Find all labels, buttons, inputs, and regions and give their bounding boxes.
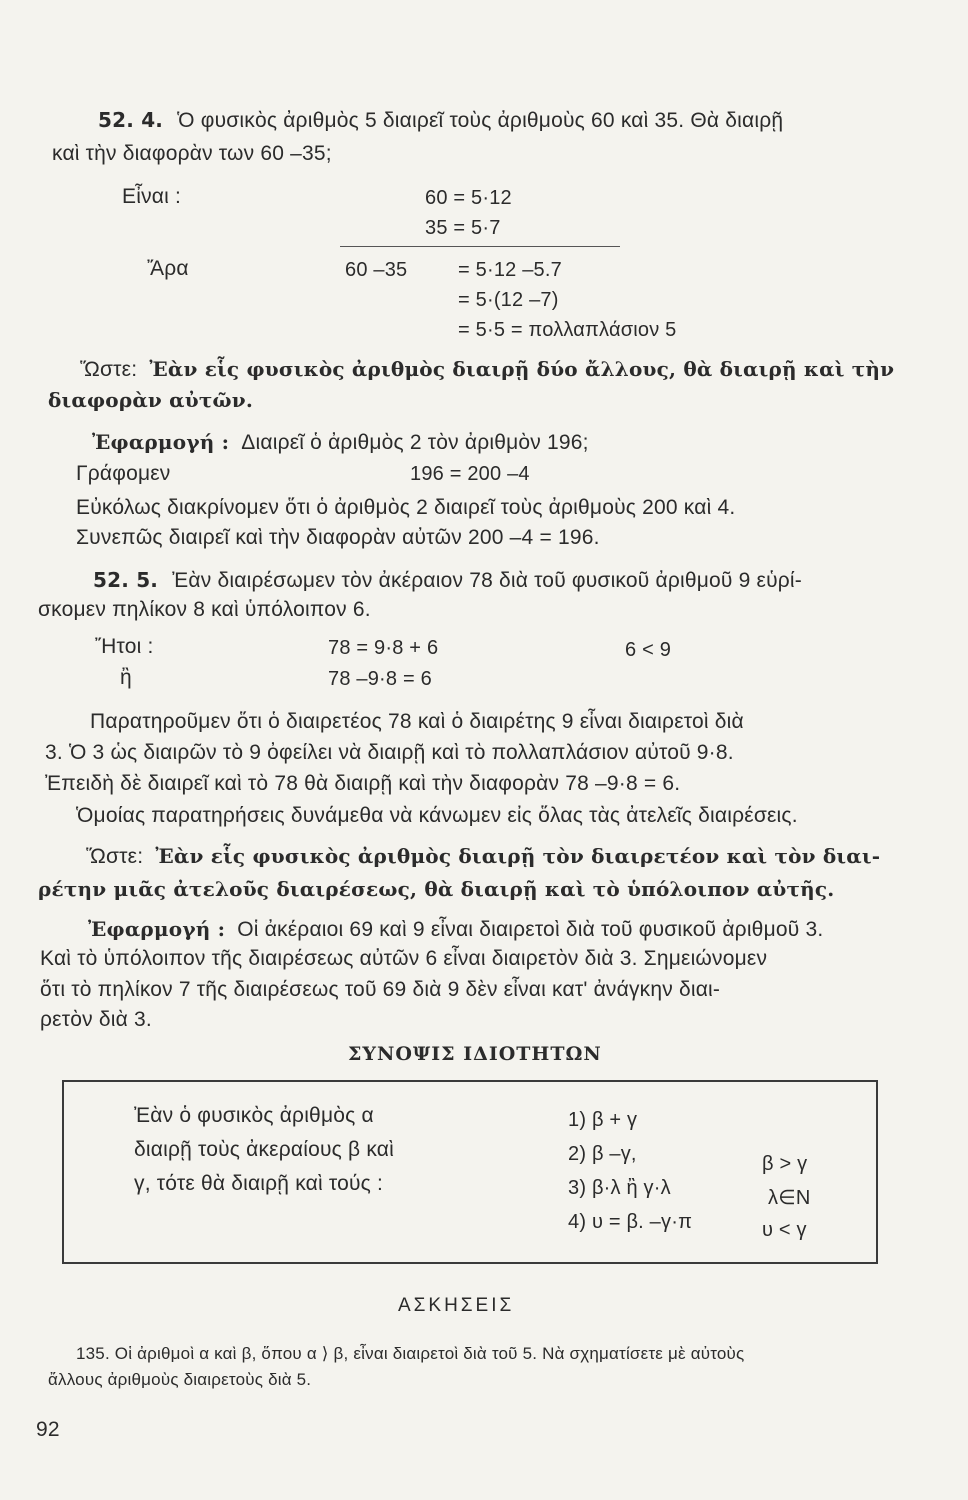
label-hoste: Ὥστε:: [86, 845, 144, 868]
condition: 6 < 9: [625, 639, 672, 661]
summary-item: 4) υ = β. –γ·π: [568, 1211, 693, 1233]
equation: 78 –9·8 = 6: [328, 668, 432, 690]
equation: = 5·(12 –7): [458, 289, 559, 311]
equation: 78 = 9·8 + 6: [328, 637, 439, 659]
label-application: Ἐφαρμογή :: [88, 917, 226, 941]
section-52-4-paragraph: [98, 106, 783, 135]
paragraph-line: Ἐπειδὴ δὲ διαιρεῖ καὶ τὸ 78 θὰ διαιρῇ καὶ τὴν διαφορὰν 78 –9·8 = 6.: [45, 772, 681, 795]
summary-condition: β > γ: [762, 1153, 808, 1175]
section-52-5-paragraph: [93, 566, 802, 595]
summary-bottom-rule: [62, 1262, 878, 1264]
paragraph-line: Ὁμοίας παρατηρήσεις δυνάμεθα νὰ κάνωμεν εἰς ὅλας τὰς ἀτελεῖς διαιρέσεις.: [76, 804, 798, 827]
equation-left: 60 –35: [345, 259, 408, 281]
paragraph-line: σκομεν πηλίκον 8 καὶ ὑπόλοιπον 6.: [38, 598, 371, 621]
paragraph-line: Συνεπῶς διαιρεῖ καὶ τὴν διαφορὰν αὐτῶν 200 –4 = 196.: [76, 526, 600, 549]
rule-text: Ἐὰν εἷς φυσικὸς ἀριθμὸς διαιρῇ τὸν διαιρετέον καὶ τὸν διαι-: [155, 844, 881, 868]
exercise-line: ἄλλους ἀριθμοὺς διαιρετοὺς διὰ 5.: [48, 1370, 312, 1389]
label-or: ἢ: [120, 666, 132, 689]
page-number: 92: [36, 1418, 60, 1441]
paragraph-line: Διαιρεῖ ὁ ἀριθμὸς 2 τὸν ἀριθμὸν 196;: [241, 431, 589, 454]
application-paragraph: [92, 428, 589, 457]
rule-paragraph: [86, 842, 880, 871]
label-grafomen: Γράφομεν: [76, 462, 171, 485]
paragraph-line: Καὶ τὸ ὑπόλοιπον τῆς διαιρέσεως αὐτῶν 6 εἶναι διαιρετὸν διὰ 3. Σημειώνομεν: [40, 947, 768, 970]
exercise-line: 135. Οἱ ἀριθμοὶ α καὶ β, ὅπου α ⟩ β, εἶναι διαιρετοὶ διὰ τοῦ 5. Νὰ σχηματίσετε μὲ αὐτοὺς: [76, 1344, 745, 1363]
label-application: Ἐφαρμογή :: [92, 430, 230, 454]
label-ara: Ἄρα: [147, 257, 189, 280]
rule-text: Ἐὰν εἷς φυσικὸς ἀριθμὸς διαιρῇ δύο ἄλλους, θὰ διαιρῇ καὶ τὴν: [149, 357, 895, 381]
summary-text: διαιρῇ τοὺς ἀκεραίους β καὶ: [134, 1138, 394, 1161]
equation: 35 = 5·7: [425, 217, 501, 239]
equation: = 5·5 = πολλαπλάσιον 5: [458, 319, 677, 341]
rule-text: ρέτην μιᾶς ἀτελοῦς διαιρέσεως, θὰ διαιρῇ καὶ τὸ ὑπόλοιπον αὐτῆς.: [38, 877, 835, 901]
paragraph-line: καὶ τὴν διαφορὰν των 60 –35;: [52, 142, 332, 165]
summary-title: ΣΥΝΟΨΙΣ ΙΔΙΟΤΗΤΩΝ: [348, 1043, 602, 1065]
equation-right: = 5·12 –5.7: [458, 259, 562, 281]
application-paragraph: [88, 915, 823, 944]
summary-left-rule: [62, 1080, 64, 1264]
summary-condition: υ < γ: [762, 1219, 807, 1241]
summary-top-rule: [62, 1080, 878, 1082]
label-htoi: Ἤτοι :: [95, 635, 154, 658]
label-einai: Εἶναι :: [122, 185, 182, 208]
paragraph-line: Παρατηροῦμεν ὅτι ὁ διαιρετέος 78 καὶ ὁ διαιρέτης 9 εἶναι διαιρετοὶ διὰ: [90, 710, 744, 733]
paragraph-line: 3. Ὁ 3 ὡς διαιρῶν τὸ 9 ὀφείλει νὰ διαιρῇ καὶ τὸ πολλαπλάσιον αὐτοῦ 9·8.: [45, 741, 734, 764]
equation: 60 = 5·12: [425, 187, 512, 209]
section-number: 52. 5.: [93, 568, 159, 592]
exercises-title: ΑΣΚΗΣΕΙΣ: [398, 1295, 515, 1316]
paragraph-line: Ἐὰν διαιρέσωμεν τὸν ἀκέραιον 78 διὰ τοῦ φυσικοῦ ἀριθμοῦ 9 εὑρί-: [172, 569, 802, 592]
paragraph-line: Ὁ φυσικὸς ἀριθμὸς 5 διαιρεῖ τοὺς ἀριθμοὺς 60 καὶ 35. Θὰ διαιρῇ: [177, 109, 784, 132]
summary-text: Ἐὰν ὁ φυσικὸς ἀριθμὸς α: [134, 1104, 374, 1127]
paragraph-line: ρετὸν διὰ 3.: [40, 1008, 152, 1031]
label-hoste: Ὥστε:: [80, 358, 138, 381]
equation: 196 = 200 –4: [410, 463, 530, 485]
rule-text: διαφορὰν αὐτῶν.: [48, 388, 253, 412]
summary-item: 1) β + γ: [568, 1109, 638, 1131]
summary-item: 3) β·λ ἢ γ·λ: [568, 1177, 671, 1199]
paragraph-line: ὅτι τὸ πηλίκον 7 τῆς διαιρέσεως τοῦ 69 διὰ 9 δὲν εἶναι κατ' ἀνάγκην διαι-: [40, 978, 721, 1001]
equation-rule: [340, 246, 620, 247]
paragraph-line: Οἱ ἀκέραιοι 69 καὶ 9 εἶναι διαιρετοὶ διὰ τοῦ φυσικοῦ ἀριθμοῦ 3.: [237, 918, 824, 941]
rule-paragraph: [80, 355, 894, 384]
section-number: 52. 4.: [98, 108, 164, 132]
summary-text: γ, τότε θὰ διαιρῇ καὶ τούς :: [134, 1172, 384, 1195]
summary-condition: λ∈Ν: [768, 1187, 811, 1209]
summary-right-rule: [876, 1080, 878, 1264]
summary-item: 2) β –γ,: [568, 1143, 637, 1165]
paragraph-line: Εὐκόλως διακρίνομεν ὅτι ὁ ἀριθμὸς 2 διαιρεῖ τοὺς ἀριθμοὺς 200 καὶ 4.: [76, 496, 736, 519]
